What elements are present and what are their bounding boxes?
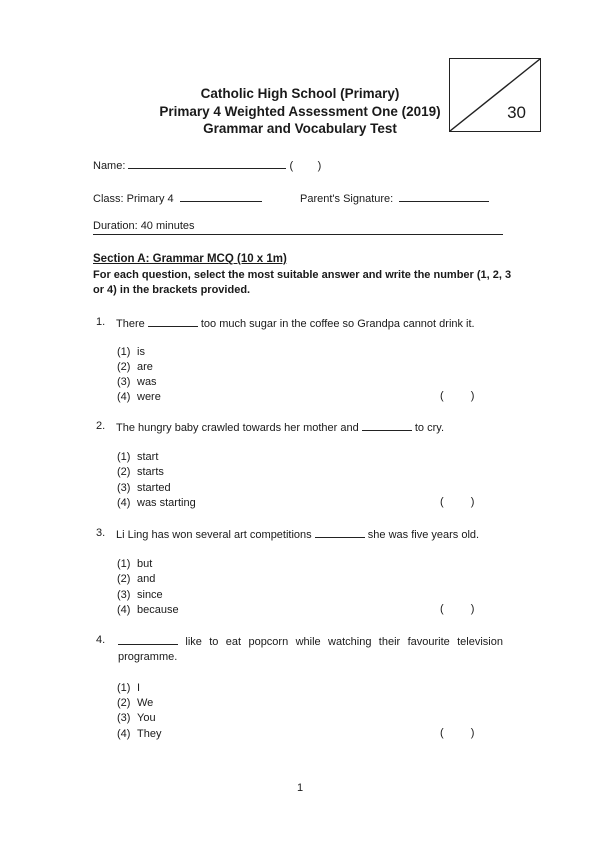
question-1-stem <box>116 316 475 330</box>
question-4-option-3 <box>117 712 156 724</box>
option-text: and <box>137 573 156 585</box>
option-text: was <box>137 376 157 388</box>
question-2-text-before: The hungry baby crawled towards her mother and <box>116 422 359 434</box>
question-3-number: 3. <box>96 527 106 539</box>
question-2-option-4 <box>117 497 196 509</box>
question-3-option-3 <box>117 589 163 601</box>
duration: Duration: 40 minutes <box>93 220 195 232</box>
option-number: (4) <box>117 604 131 616</box>
question-4-stem <box>118 634 503 648</box>
option-text: because <box>137 604 179 616</box>
option-text: started <box>137 482 171 494</box>
option-number: (3) <box>117 589 131 601</box>
question-1-option-1 <box>117 346 145 358</box>
signature-line[interactable] <box>399 190 489 202</box>
question-3-blank <box>315 527 365 538</box>
name-field <box>93 157 321 172</box>
option-number: (2) <box>117 573 131 585</box>
option-text: but <box>137 558 153 570</box>
option-text: were <box>137 391 161 403</box>
question-4-option-2 <box>117 697 153 709</box>
question-1-answer-bracket[interactable]: ( ) <box>440 390 475 402</box>
question-4-option-1 <box>117 682 140 694</box>
score-box <box>449 58 541 132</box>
question-3-answer-bracket[interactable]: ( ) <box>440 603 475 615</box>
question-1-number: 1. <box>96 316 106 328</box>
school-name: Catholic High School (Primary) <box>200 86 400 101</box>
name-register-bracket: ( ) <box>289 160 322 172</box>
option-number: (3) <box>117 712 131 724</box>
option-text: are <box>137 361 153 373</box>
question-2-option-3 <box>117 482 171 494</box>
question-3-option-1 <box>117 558 152 570</box>
option-number: (4) <box>117 497 131 509</box>
signature-label: Parent's Signature: <box>300 193 394 205</box>
name-line[interactable] <box>128 157 286 169</box>
question-4-continuation: programme. <box>118 651 178 663</box>
option-number: (3) <box>117 482 131 494</box>
class-field <box>93 190 262 205</box>
option-text: was starting <box>137 497 196 509</box>
name-label: Name: <box>93 160 126 172</box>
option-number: (1) <box>117 346 131 358</box>
question-1-blank <box>148 316 198 327</box>
option-text: You <box>137 712 156 724</box>
option-text: I <box>137 682 141 694</box>
option-number: (4) <box>117 391 131 403</box>
question-2-number: 2. <box>96 420 106 432</box>
section-title: Section A: Grammar MCQ (10 x 1m) <box>93 253 287 265</box>
class-label: Class: Primary 4 <box>93 193 174 205</box>
option-number: (2) <box>117 697 131 709</box>
question-2-blank <box>362 420 412 431</box>
section-instructions: For each question, select the most suitable answer and write the number (1, 2, 3 or 4) in the brackets provided. <box>93 269 512 296</box>
question-3-text-before: Li Ling has won several art competitions <box>116 529 312 541</box>
signature-field <box>300 190 489 205</box>
score-box-diagonal <box>450 59 540 131</box>
option-number: (3) <box>117 376 131 388</box>
option-number: (2) <box>117 361 131 373</box>
question-2-text-after: to cry. <box>414 422 445 434</box>
question-3-stem <box>116 527 479 541</box>
option-text: They <box>137 728 162 740</box>
test-title: Grammar and Vocabulary Test <box>203 121 397 136</box>
option-text: We <box>137 697 154 709</box>
class-line[interactable] <box>180 190 262 202</box>
question-2-answer-bracket[interactable]: ( ) <box>440 496 475 508</box>
question-3-text-after: she was five years old. <box>367 529 480 541</box>
question-3-option-2 <box>117 573 155 585</box>
question-4-blank <box>118 634 178 645</box>
question-2-stem <box>116 420 444 434</box>
question-2-option-2 <box>117 466 164 478</box>
option-number: (1) <box>117 451 131 463</box>
question-1-option-4 <box>117 391 161 403</box>
question-1-option-3 <box>117 376 157 388</box>
assessment-title: Primary 4 Weighted Assessment One (2019) <box>159 104 441 119</box>
question-4-number: 4. <box>96 634 106 646</box>
question-4-text-after: like to eat popcorn while watching their favourite television <box>185 636 503 648</box>
page-number: 1 <box>296 782 304 794</box>
question-1-text-before: There <box>116 318 145 330</box>
option-number: (4) <box>117 728 131 740</box>
option-number: (1) <box>117 558 131 570</box>
option-text: since <box>137 589 163 601</box>
option-number: (1) <box>117 682 131 694</box>
question-1-option-2 <box>117 361 153 373</box>
question-2-option-1 <box>117 451 158 463</box>
question-3-option-4 <box>117 604 179 616</box>
option-text: start <box>137 451 159 463</box>
option-number: (2) <box>117 466 131 478</box>
question-4-answer-bracket[interactable]: ( ) <box>440 727 475 739</box>
option-text: starts <box>137 466 164 478</box>
question-4-option-4 <box>117 728 161 740</box>
question-1-text-after: too much sugar in the coffee so Grandpa cannot drink it. <box>200 318 475 330</box>
option-text: is <box>137 346 145 358</box>
header-divider <box>93 234 503 235</box>
score-total: 30 <box>507 103 526 122</box>
